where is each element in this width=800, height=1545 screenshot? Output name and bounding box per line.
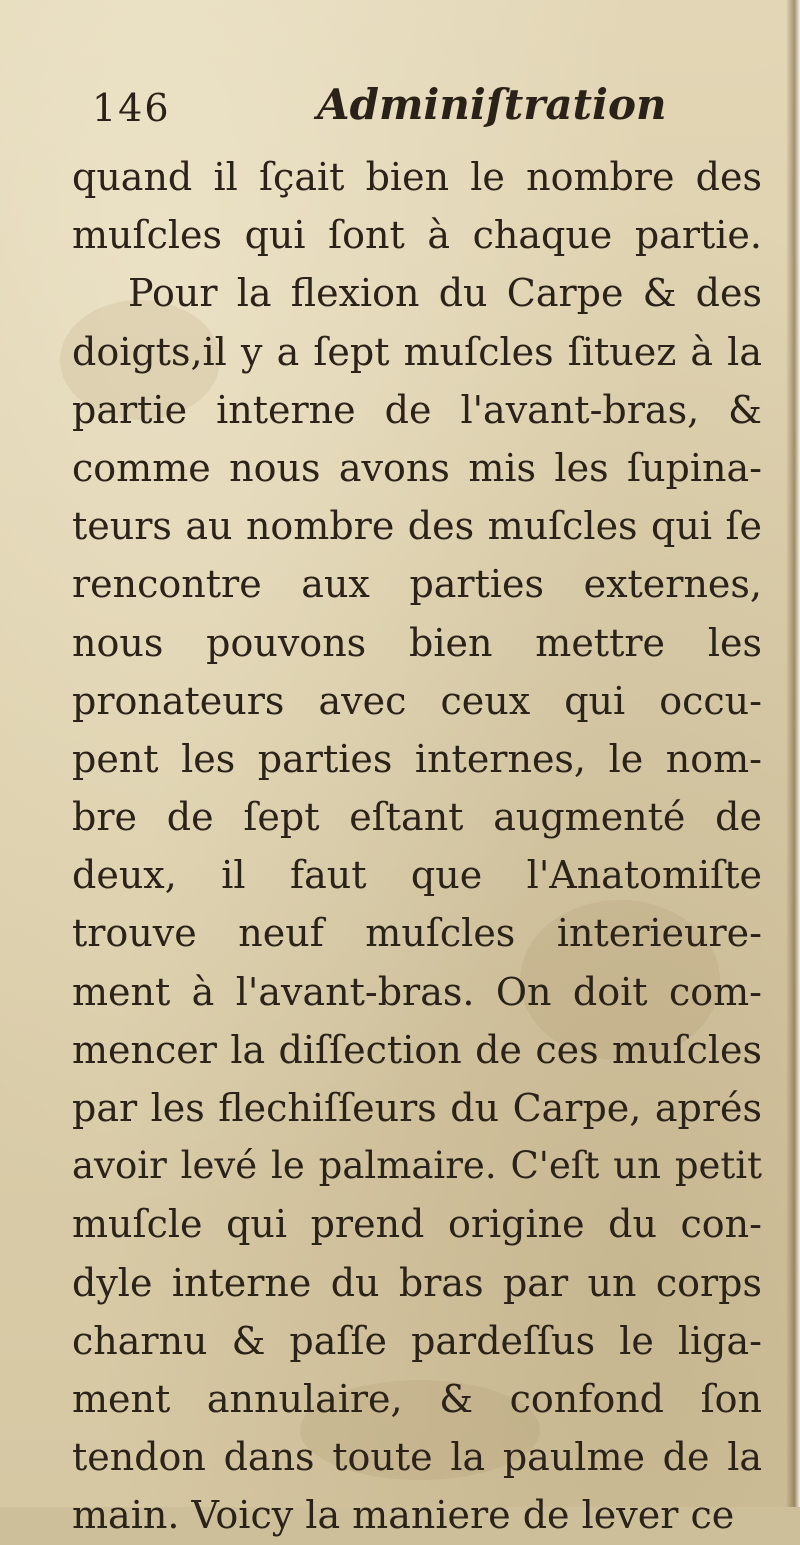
body-text [72, 148, 762, 1545]
text-line: tendon dans toute la paulme de la [72, 1435, 762, 1480]
running-title: Adminiſtration [317, 80, 667, 129]
text-line: main. Voicy la maniere de lever ce [72, 1493, 735, 1538]
page-edge [786, 0, 800, 1507]
text-line: ment à l'avant-bras. On doit com- [72, 969, 762, 1014]
text-line: comme nous avons mis les ſupina- [72, 445, 762, 490]
text-line: rencontre aux parties externes, [72, 562, 762, 607]
text-line: avoir levé le palmaire. C'eſt un petit [72, 1144, 762, 1188]
text-line: muſcle qui prend origine du con- [72, 1202, 762, 1247]
text-line: nous pouvons bien mettre les [72, 620, 762, 665]
text-line: quand il ſçait bien le nombre des [72, 155, 762, 199]
text-line: mencer la diſſection de ces muſcles [72, 1027, 762, 1072]
text-line: trouve neuf muſcles interieure- [72, 911, 762, 956]
text-line: pent les parties internes, le nom- [72, 736, 762, 781]
text-line: bre de ſept eſtant augmenté de [72, 795, 762, 840]
text-line: partie interne de l'avant-bras, & [72, 387, 762, 432]
text-line: doigts,il y a ſept muſcles ſituez à la [72, 329, 762, 374]
page-number: 146 [92, 86, 171, 130]
text-line: pronateurs avec ceux qui occu- [72, 678, 762, 723]
text-line: charnu & paſſe pardeſſus le liga- [72, 1318, 762, 1363]
text-line: teurs au nombre des muſcles qui ſe [72, 504, 762, 549]
page-header [92, 80, 732, 140]
text-line: dyle interne du bras par un corps [72, 1260, 762, 1305]
text-line: ment annulaire, & confond ſon [72, 1376, 762, 1421]
text-line: par les flechiſſeurs du Carpe, aprés [72, 1086, 762, 1130]
text-line: deux, il faut que l'Anatomiſte [72, 853, 762, 898]
text-line: Pour la flexion du Carpe & des [128, 271, 762, 316]
text-line: muſcles qui ſont à chaque partie. [72, 213, 762, 258]
